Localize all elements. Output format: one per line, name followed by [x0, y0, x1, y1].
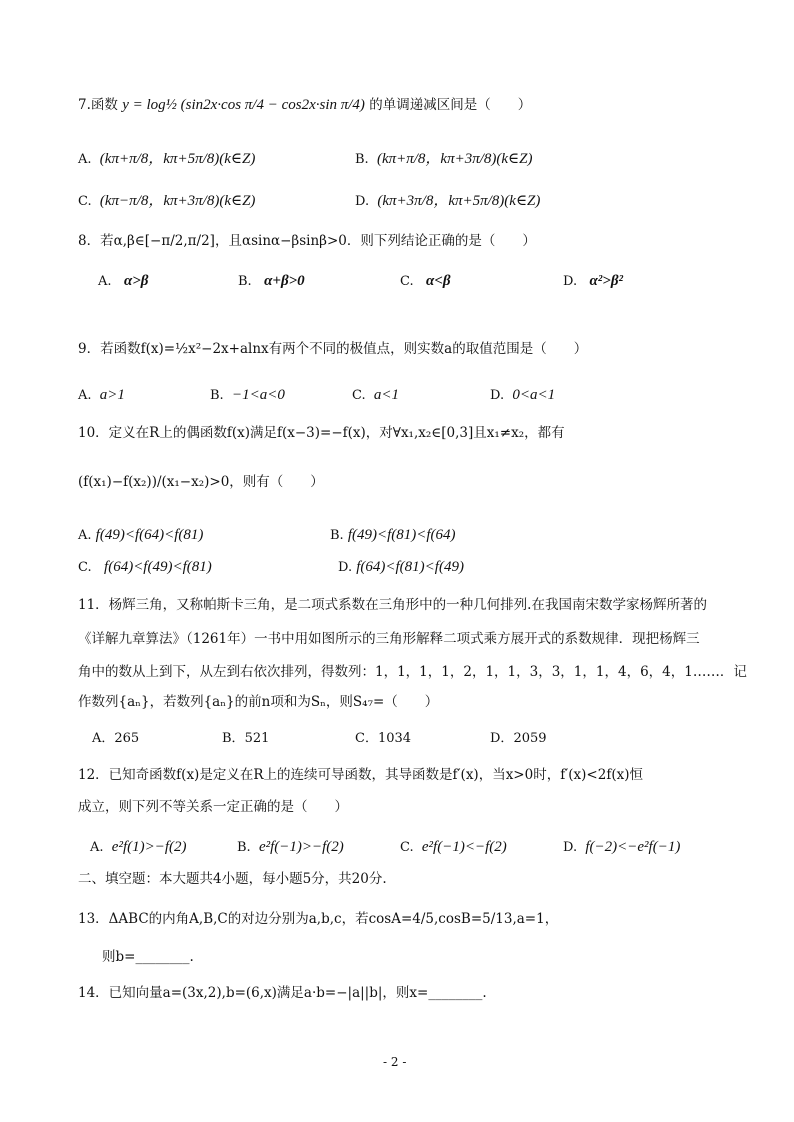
q9-option-b: B. −1<a<0 [210, 387, 285, 403]
q10-option-a: A. f(49)<f(64)<f(81) [78, 527, 204, 543]
q11-option-b: B．521 [222, 731, 270, 746]
q8-option-c: C. α<β [400, 273, 451, 289]
q10-stem-line2: (f(x₁)−f(x₂))/(x₁−x₂)>0，则有（ ） [78, 474, 324, 490]
q7-stem-suffix: 的单调递减区间是（ ） [369, 97, 532, 113]
q11-line2: 《详解九章算法》（1261年）一书中用如图所示的三角形解释二项式乘方展开式的系数规律．现把杨辉三 [78, 631, 700, 647]
q11-option-d: D．2059 [490, 731, 547, 746]
q11-line4: 作数列{aₙ}，若数列{aₙ}的前n项和为Sₙ，则S₄₇=（ ） [78, 694, 439, 710]
q7-option-b: B. (kπ+π/8，kπ+3π/8)(k∈Z) [355, 151, 533, 167]
q7-option-a: A. (kπ+π/8，kπ+5π/8)(k∈Z) [78, 151, 256, 167]
q7-option-c: C. (kπ−π/8，kπ+3π/8)(k∈Z) [78, 193, 256, 209]
q8-option-a: A. α>β [98, 273, 149, 289]
q7-stem-prefix: 7.函数 [78, 97, 118, 113]
q12-line2: 成立，则下列不等关系一定正确的是（ ） [78, 799, 348, 815]
q8-stem: 8．若α,β∈[−π/2,π/2]，且αsinα−βsinβ>0．则下列结论正确的是（ ） [78, 233, 536, 249]
q11-option-c: C．1034 [355, 731, 412, 746]
q7-formula: y = log½ (sin2x·cos π/4 − cos2x·sin π/4) [122, 97, 365, 113]
q8-option-d: D. α²>β² [563, 273, 624, 289]
q9-stem: 9．若函数f(x)=½x²−2x+alnx有两个不同的极值点，则实数a的取值范围是（ ） [78, 341, 588, 357]
q14-line1: 14．已知向量a=(3x,2),b=(6,x)满足a·b=−|a||b|，则x=________. [78, 985, 487, 1001]
q12-option-c: C. e²f(−1)<−f(2) [400, 839, 507, 855]
q10-stem-line1: 10．定义在R上的偶函数f(x)满足f(x−3)=−f(x)，对∀x₁,x₂∈[0,3]且x₁≠x₂，都有 [78, 425, 565, 441]
q9-option-a: A. a>1 [78, 387, 125, 403]
q11-line3: 角中的数从上到下，从左到右依次排列，得数列：1，1，1，1，2，1，1，3，3，1，1，4，6，4，1……．记 [78, 664, 747, 680]
q12-option-d: D. f(−2)<−e²f(−1) [563, 839, 681, 855]
q10-option-c: C. f(64)<f(49)<f(81) [78, 559, 212, 575]
q9-option-d: D. 0<a<1 [490, 387, 556, 403]
q11-line1: 11．杨辉三角，又称帕斯卡三角，是二项式系数在三角形中的一种几何排列.在我国南宋数学家杨辉所著的 [78, 597, 707, 613]
q7-stem [78, 96, 531, 114]
q7-option-d: D. (kπ+3π/8，kπ+5π/8)(k∈Z) [355, 193, 541, 209]
q11-option-a: A．265 [92, 731, 140, 746]
q12-line1: 12．已知奇函数f(x)是定义在R上的连续可导函数，其导函数是f′(x)，当x>0时，f′(x)<2f(x)恒 [78, 767, 643, 783]
q13-line2: 则b=________. [102, 949, 194, 965]
q8-option-b: B. α+β>0 [238, 273, 305, 289]
q12-option-b: B. e²f(−1)>−f(2) [237, 839, 344, 855]
page-number: - 2 - [383, 1055, 407, 1069]
q9-option-c: C. a<1 [352, 387, 400, 403]
q13-line1: 13．ΔABC的内角A,B,C的对边分别为a,b,c，若cosA=4/5,cosB=5/13,a=1， [78, 911, 559, 927]
section-2-heading: 二、填空题：本大题共4小题，每小题5分，共20分. [78, 871, 387, 887]
q10-option-b: B. f(49)<f(81)<f(64) [330, 527, 456, 543]
q12-option-a: A. e²f(1)>−f(2) [90, 839, 187, 855]
q10-option-d: D. f(64)<f(81)<f(49) [338, 559, 464, 575]
